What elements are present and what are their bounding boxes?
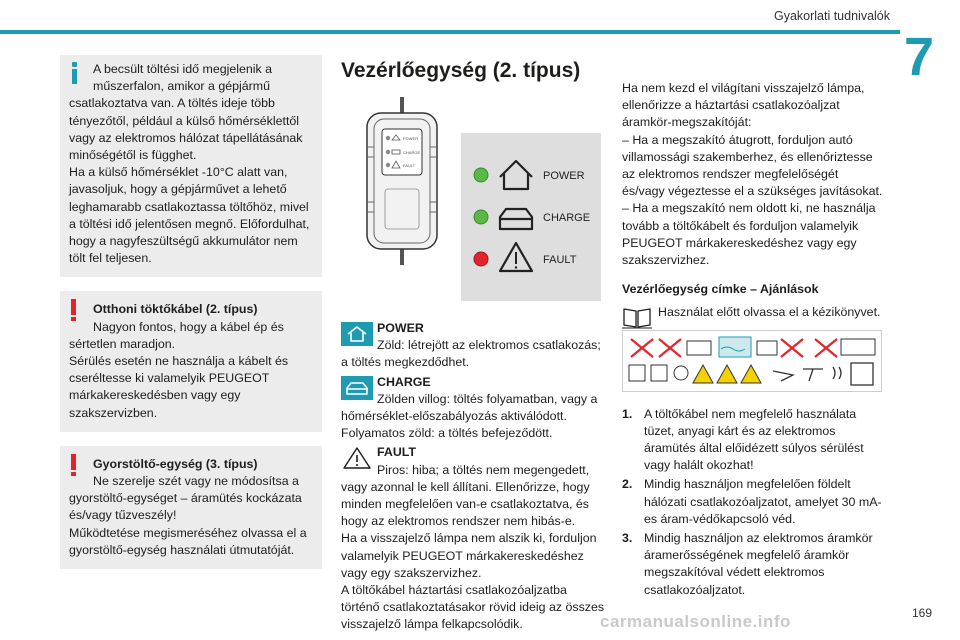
breaker-tripped: – Ha a megszakító átugrott, forduljon autó villamossági szakemberhez, és ellenőriztesse az elektromos rendszer megfelelőségét és/vagy végeztesse el a szükséges javításokat. xyxy=(622,132,883,199)
signal-text2: Folyamatos zöld: a töltés befejeződött. xyxy=(341,426,553,441)
warning-box-cable xyxy=(60,291,322,431)
led-red-fault xyxy=(474,252,488,266)
legend-label-fault: FAULT xyxy=(543,254,577,266)
warning-box-fast-charger xyxy=(60,446,322,569)
warning-title: Otthoni töktőkábel (2. típus) xyxy=(93,302,258,317)
signal-line1: Piros: hiba; a töltés nem megengedett, xyxy=(377,462,590,477)
signal-title: POWER xyxy=(377,321,424,335)
house-icon xyxy=(341,322,373,346)
led-green-charge xyxy=(474,210,488,224)
info-body: csatlakoztatva van. A töltés ideje több tényezőtől, például a külső hőmérséklettől vagy az elektromos hálózat tápellátásának minőségétől is függhet. xyxy=(69,96,303,163)
warning-body: sértetlen maradjon. xyxy=(69,336,176,351)
info-box xyxy=(60,55,322,277)
signal-fault xyxy=(341,444,606,633)
info-icon xyxy=(69,62,81,84)
warning-title: Gyorstöltő-egység (3. típus) xyxy=(93,456,258,471)
signal-text: vagy azonnal le kell állítani. Ellenőrizze, hogy minden megfelelően van-e csatlakoztatva, és hogy az elektromos rendszer nem hibás-e. xyxy=(341,479,590,529)
warning-body2: Működtetése megismeréséhez olvassa el a gyorstöltő-egység használati útmutatóját. xyxy=(69,525,307,557)
list-item: 1. A töltőkábel nem megfelelő használata tüzet, anyagi kárt és az elektromos áramütés által előidézett súlyos sérülést vagy halált okozhat! xyxy=(622,406,864,473)
signal-title: CHARGE xyxy=(377,374,431,389)
label-recommendations-heading: Vezérlőegység címke – Ajánlások xyxy=(622,282,819,297)
signal-line1: Zöld: létrejött az elektromos csatlakozás; xyxy=(377,338,601,353)
info-line1: A becsült töltési idő megjelenik a xyxy=(93,62,273,76)
warning-line1: Ne szerelje szét vagy ne módosítsa a xyxy=(93,474,299,489)
chapter-number: 7 xyxy=(903,27,934,87)
led-legend-panel xyxy=(461,133,601,301)
info-body2: Ha a külső hőmérséklet -10°C alatt van, javasoljuk, hogy a gépjárművet a lehető leghamarabb csatlakoztassa töltőhöz, mivel a töltési idő jelentősen megnő. Előfordulhat, hogy a nagyfeszültségű akkumulátor nem tölt fel teljesen. xyxy=(69,165,310,266)
warning-line1: Nagyon fontos, hogy a kábel ép és xyxy=(93,319,284,334)
signal-text2: Ha a visszajelző lámpa nem alszik ki, forduljon valamelyik PEUGEOT márkakereskedéshez vagy egy szakszervizhez. xyxy=(341,531,597,580)
signal-line1: Zölden villog: töltés folyamatban, vagy a xyxy=(377,391,598,406)
column-right xyxy=(622,80,884,601)
control-unit-heading: Vezérlőegység (2. típus) xyxy=(341,59,581,82)
legend-label-power: POWER xyxy=(543,170,585,182)
led-green-power xyxy=(474,168,488,182)
device-label-power: POWER xyxy=(403,136,419,141)
breaker-not-tripped: – Ha a megszakító nem oldott ki, ne használja tovább a töltőkábelt és forduljon valamelyik PEUGEOT márkakereskedéshez vagy egy szakszervizhez. xyxy=(622,201,876,268)
warning-body: gyorstöltő-egységet – áramütés kockázata és/vagy tűzveszély! xyxy=(69,491,302,523)
signal-title: FAULT xyxy=(377,445,416,460)
legend-label-charge: CHARGE xyxy=(543,212,591,224)
column-left xyxy=(60,55,322,583)
read-manual-note xyxy=(622,304,884,321)
info-line2: műszerfalon, amikor a gépjármű xyxy=(93,79,270,94)
breaker-intro: Ha nem kezd el világítani visszajelző lámpa, ellenőrizze a háztartási csatlakozóaljzat áramkör-megszakítóját: xyxy=(622,81,865,130)
car-icon xyxy=(341,376,373,400)
signal-text: a töltés megkezdődhet. xyxy=(341,355,470,370)
device-label-charge: CHARGE xyxy=(403,150,421,155)
warning-icon xyxy=(341,446,373,470)
safety-recommendation-list xyxy=(622,406,884,599)
signal-power xyxy=(341,320,606,372)
control-unit-device-illustration xyxy=(363,97,441,265)
pictogram-strip xyxy=(623,331,881,391)
column-middle xyxy=(341,55,606,636)
signal-text3: A töltőkábel háztartási csatlakozóaljzatba történő csatlakoztatásakor rövid ideig az összes visszajelző lámpa felkapcsolódik. xyxy=(341,583,605,632)
manual-note-text: Használat előtt olvassa el a kézikönyvet. xyxy=(658,305,881,320)
warning-body2: Sérülés esetén ne használja a kábelt és cseréltesse ki valamelyik PEUGEOT márkakereskedésben vagy egy szakszervizben. xyxy=(69,354,289,420)
watermark: carmanualsonline.info xyxy=(600,612,791,631)
warning-exclamation-icon xyxy=(71,299,76,321)
control-unit-figure xyxy=(341,97,606,265)
list-item: 2. Mindig használjon megfelelően földelt hálózati csatlakozóaljzatot, amelyet 30 mA-es áram-védőkapcsoló véd. xyxy=(622,477,882,526)
device-label-fault: FAULT xyxy=(403,163,416,168)
list-item: 3. Mindig használjon az elektromos áramkör áramerősségének megfelelő áramkör megszakítóval védett elektromos csatlakozóaljzatot. xyxy=(622,531,873,597)
signal-charge xyxy=(341,374,606,443)
safety-pictograms xyxy=(622,330,882,392)
page-number: 169 xyxy=(911,606,932,620)
section-title: Gyakorlati tudnivalók xyxy=(773,9,890,23)
header-bar xyxy=(0,30,900,34)
signal-text: hőmérséklet-előszabályozás aktiválódott. xyxy=(341,409,567,424)
warning-exclamation-icon xyxy=(71,454,76,476)
